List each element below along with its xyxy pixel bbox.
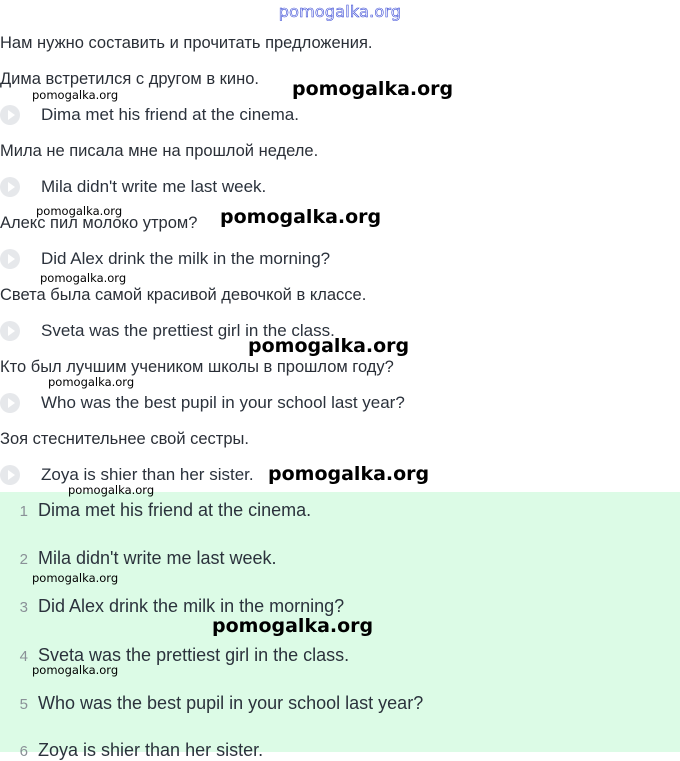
answer-text: Dima met his friend at the cinema. [38,500,312,520]
english-sentence-row [0,391,405,415]
watermark: pomogalka.org [40,271,127,285]
english-sentence: Dima met his friend at the cinema. [41,105,299,124]
header-watermark: pomogalka.org [278,2,402,21]
watermark: pomogalka.org [212,615,374,637]
watermark: pomogalka.org [292,78,454,100]
english-sentence: Who was the best pupil in your school last year? [41,393,405,412]
answer-number: 6 [19,743,28,760]
answer-text: Sveta was the prettiest girl in the class. [38,645,350,665]
answer-number: 1 [19,503,28,520]
play-audio-icon[interactable] [0,177,20,197]
answer-text: Zoya is shier than her sister. [38,740,264,760]
russian-sentence: Дима встретился с другом в кино. [0,70,259,88]
watermark: pomogalka.org [36,204,123,218]
answer-text: Did Alex drink the milk in the morning? [38,596,345,616]
watermark: pomogalka.org [32,88,119,102]
russian-sentence: Зоя стеснительнее свой сестры. [0,430,249,448]
watermark: pomogalka.org [68,483,155,497]
english-sentence: Zoya is shier than her sister. [41,465,254,484]
answer-item [0,500,311,521]
play-audio-icon[interactable] [0,249,20,269]
english-sentence-row [0,247,330,271]
answer-number: 4 [19,648,28,665]
answer-text: Mila didn't write me last week. [38,548,277,568]
english-sentence-row [0,103,299,127]
play-audio-icon[interactable] [0,321,20,341]
watermark: pomogalka.org [268,463,430,485]
watermark: pomogalka.org [32,571,119,585]
russian-sentence: Света была самой красивой девочкой в классе. [0,286,367,304]
english-sentence: Mila didn't write me last week. [41,177,267,196]
russian-sentence: Мила не писала мне на прошлой неделе. [0,142,319,160]
play-audio-icon[interactable] [0,465,20,485]
english-sentence: Did Alex drink the milk in the morning? [41,249,331,268]
answer-number: 2 [19,551,28,568]
watermark: pomogalka.org [48,375,135,389]
russian-sentence: Алекс пил молоко утром? [0,214,198,232]
english-sentence: Sveta was the prettiest girl in the class. [41,321,335,340]
answer-number: 3 [19,599,28,616]
watermark: pomogalka.org [220,206,382,228]
russian-sentence: Кто был лучшим учеником школы в прошлом году? [0,358,394,376]
watermark: pomogalka.org [248,335,410,357]
watermark: pomogalka.org [32,663,119,677]
task-instruction: Нам нужно составить и прочитать предложения. [0,34,373,52]
play-audio-icon[interactable] [0,105,20,125]
answer-item [0,740,263,761]
answer-item [0,693,423,714]
answer-item [0,548,277,569]
answer-number: 5 [19,696,28,713]
play-audio-icon[interactable] [0,393,20,413]
answer-text: Who was the best pupil in your school last year? [38,693,424,713]
english-sentence-row [0,175,266,199]
answer-item [0,596,344,617]
